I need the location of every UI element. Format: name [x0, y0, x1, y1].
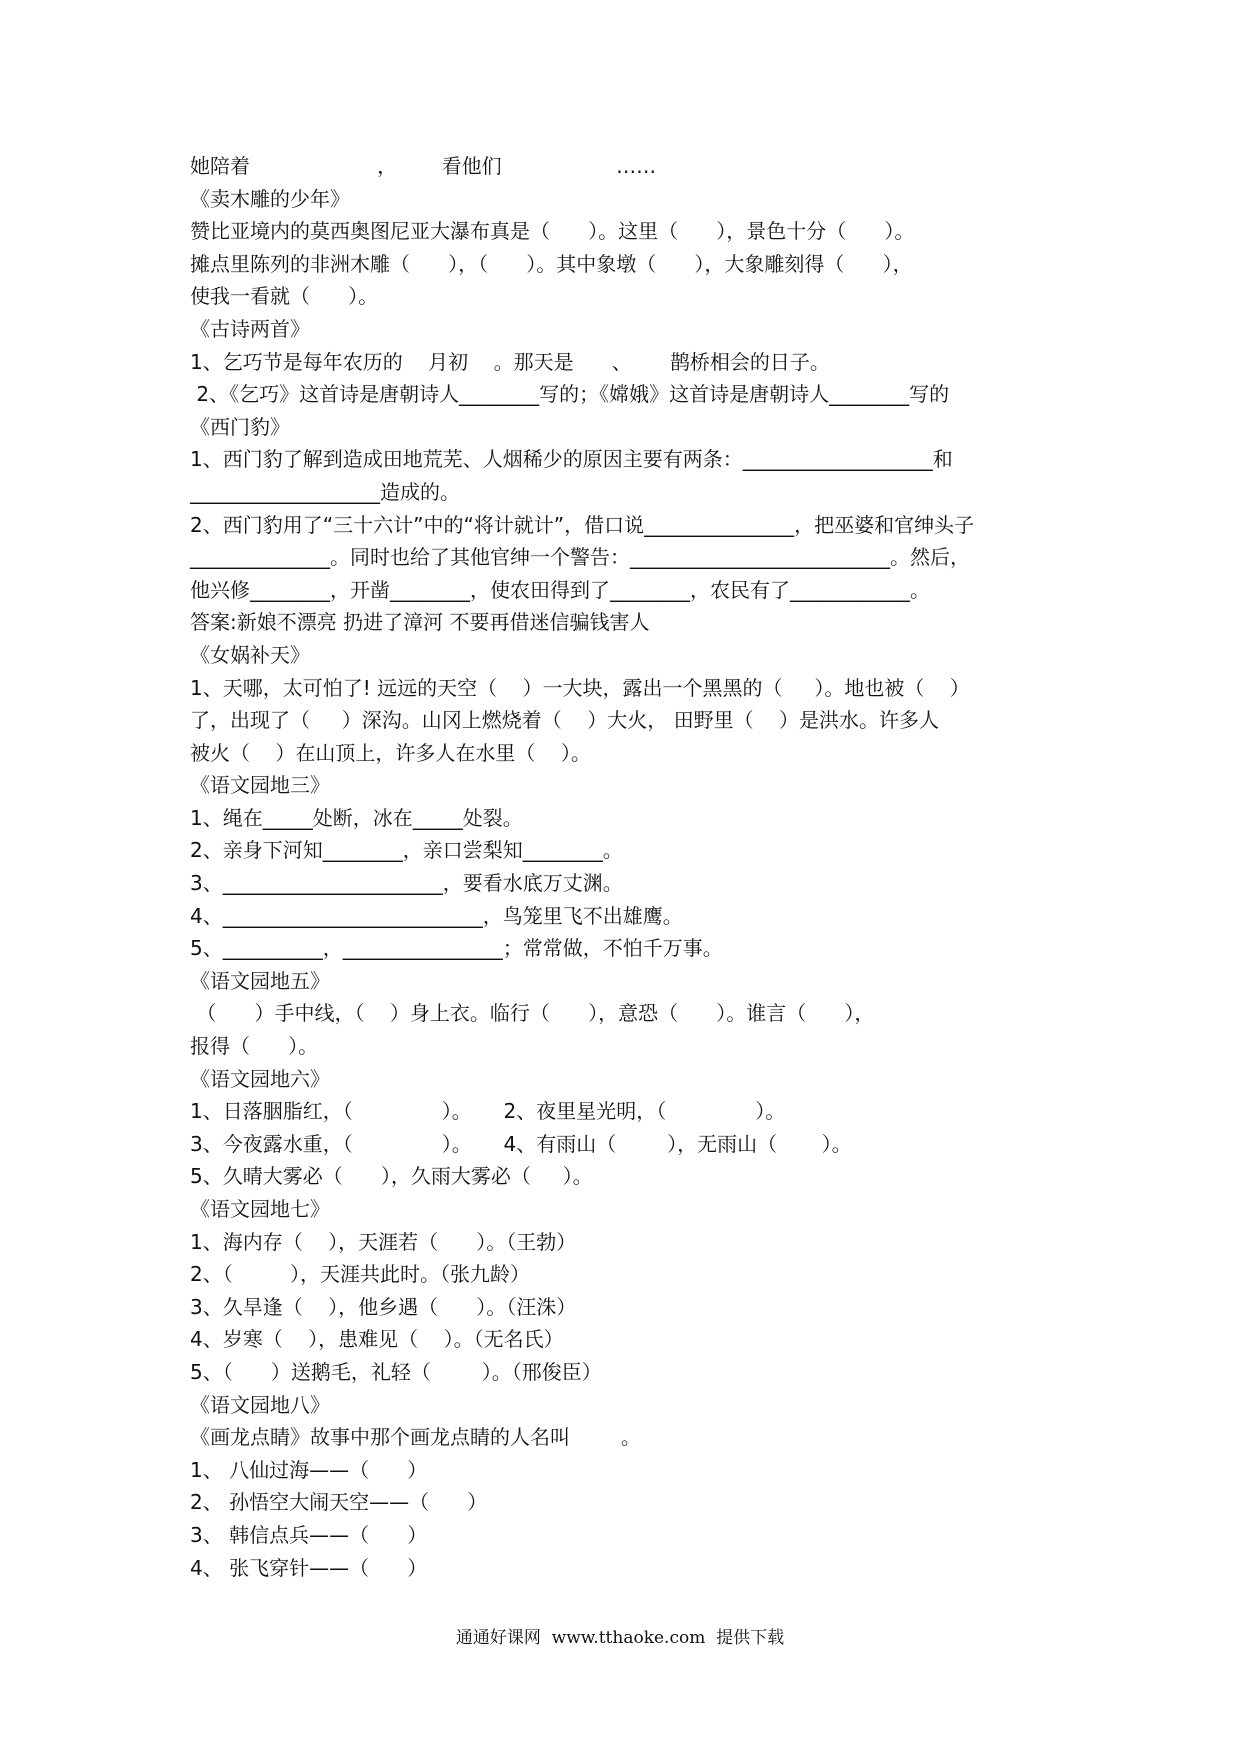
- section-heading: 《语文园地六》: [190, 1066, 330, 1091]
- text-line: 3、 韩信点兵——（ ）: [190, 1522, 428, 1547]
- text-line: 2、亲身下河知________，亲口尝梨知________。: [190, 838, 623, 863]
- text-line: （ ）手中线，（ ）身上衣。临行（ ），意恐（ ）。谁言（ ），: [190, 1001, 875, 1026]
- text-line: 她陪着 ， 看他们 ……: [190, 154, 657, 178]
- text-line: 1、绳在_____处断，冰在_____处裂。: [190, 805, 523, 830]
- document-body: [190, 150, 1070, 1584]
- text-line: 了，出现了（ ）深沟。山冈上燃烧着（ ）大火， 田野里（ ）是洪水。许多人: [190, 708, 940, 733]
- text-line: ___________________造成的。: [190, 479, 460, 504]
- section-heading: 《语文园地八》: [190, 1392, 330, 1417]
- text-line: 4、岁寒（ ），患难见（ ）。（无名氏）: [190, 1327, 564, 1352]
- text-line: 1、乞巧节是每年农历的 月初 。那天是 、 鹊桥相会的日子。: [190, 349, 830, 374]
- text-line: 他兴修________，开凿________，使农田得到了________，农民有了____________。: [190, 577, 930, 602]
- text-line: 2、西门豹用了“三十六计”中的“将计就计”，借口说_______________，把巫婆和官绅头子: [190, 512, 975, 537]
- page-footer: 通通好课网 www.tthaoke.com 提供下载: [455, 1628, 785, 1648]
- text-line: 5、__________，________________；常常做，不怕千万事。: [190, 936, 723, 961]
- text-line: 被火（ ）在山顶上，许多人在水里（ ）。: [190, 740, 591, 765]
- text-line: 2、《乞巧》这首诗是唐朝诗人________写的；《嫦娥》这首诗是唐朝诗人________写的: [190, 382, 950, 407]
- text-line: 摊点里陈列的非洲木雕（ ），（ ）。其中象墩（ ），大象雕刻得（ ），: [190, 251, 913, 276]
- section-heading: 《语文园地七》: [190, 1197, 330, 1221]
- text-line: 2、 孙悟空大闹天空——（ ）: [190, 1490, 488, 1515]
- section-heading: 《女娲补天》: [190, 642, 310, 667]
- text-line: 2、（ ），天涯共此时。（张九龄）: [190, 1262, 530, 1287]
- text-line: 5、久晴大雾必（ ），久雨大雾必（ ）。: [190, 1164, 593, 1189]
- text-line: 3、久旱逢（ ），他乡遇（ ）。（汪洙）: [190, 1294, 577, 1319]
- text-line: 1、天哪，太可怕了! 远远的天空（ ）一大块，露出一个黑黑的（ ）。地也被（ ）: [190, 675, 970, 700]
- text-line: 4、__________________________，鸟笼里飞不出雄鹰。: [190, 903, 683, 928]
- section-heading: 《语文园地三》: [190, 773, 330, 798]
- text-line: 4、 张飞穿针——（ ）: [190, 1555, 428, 1580]
- text-line: 3、今夜露水重，（ ）。 4、有雨山（ ），无雨山（ ）。: [190, 1131, 852, 1156]
- text-line: 3、______________________，要看水底万丈渊。: [190, 871, 623, 896]
- text-line: 1、西门豹了解到造成田地荒芜、人烟稀少的原因主要有两条：___________________和: [190, 447, 953, 472]
- section-heading: 《卖木雕的少年》: [190, 186, 350, 211]
- section-heading: 《古诗两首》: [190, 316, 310, 341]
- section-heading: 《语文园地五》: [190, 968, 330, 993]
- text-line: 1、日落胭脂红，（ ）。 2、夜里星光明，（ ）。: [190, 1099, 786, 1124]
- text-line: 《画龙点睛》故事中那个画龙点睛的人名叫 。: [190, 1425, 641, 1450]
- section-heading: 《西门豹》: [190, 414, 290, 439]
- text-line: 赞比亚境内的莫西奥图尼亚大瀑布真是（ ）。这里（ ），景色十分（ ）。: [190, 219, 915, 244]
- text-line: 1、 八仙过海——（ ）: [190, 1457, 428, 1482]
- text-line: 5、（ ）送鹅毛，礼轻（ ）。（邢俊臣）: [190, 1359, 602, 1384]
- text-line: ______________。同时也给了其他官绅一个警告：__________________________。然后，: [190, 545, 970, 570]
- answer-line: 答案:新娘不漂亮 扔进了漳河 不要再借迷信骗钱害人: [190, 610, 650, 635]
- text-line: 报得（ ）。: [190, 1034, 319, 1059]
- text-line: 1、海内存（ ），天涯若（ ）。（王勃）: [190, 1229, 577, 1254]
- text-line: 使我一看就（ ）。: [190, 284, 379, 309]
